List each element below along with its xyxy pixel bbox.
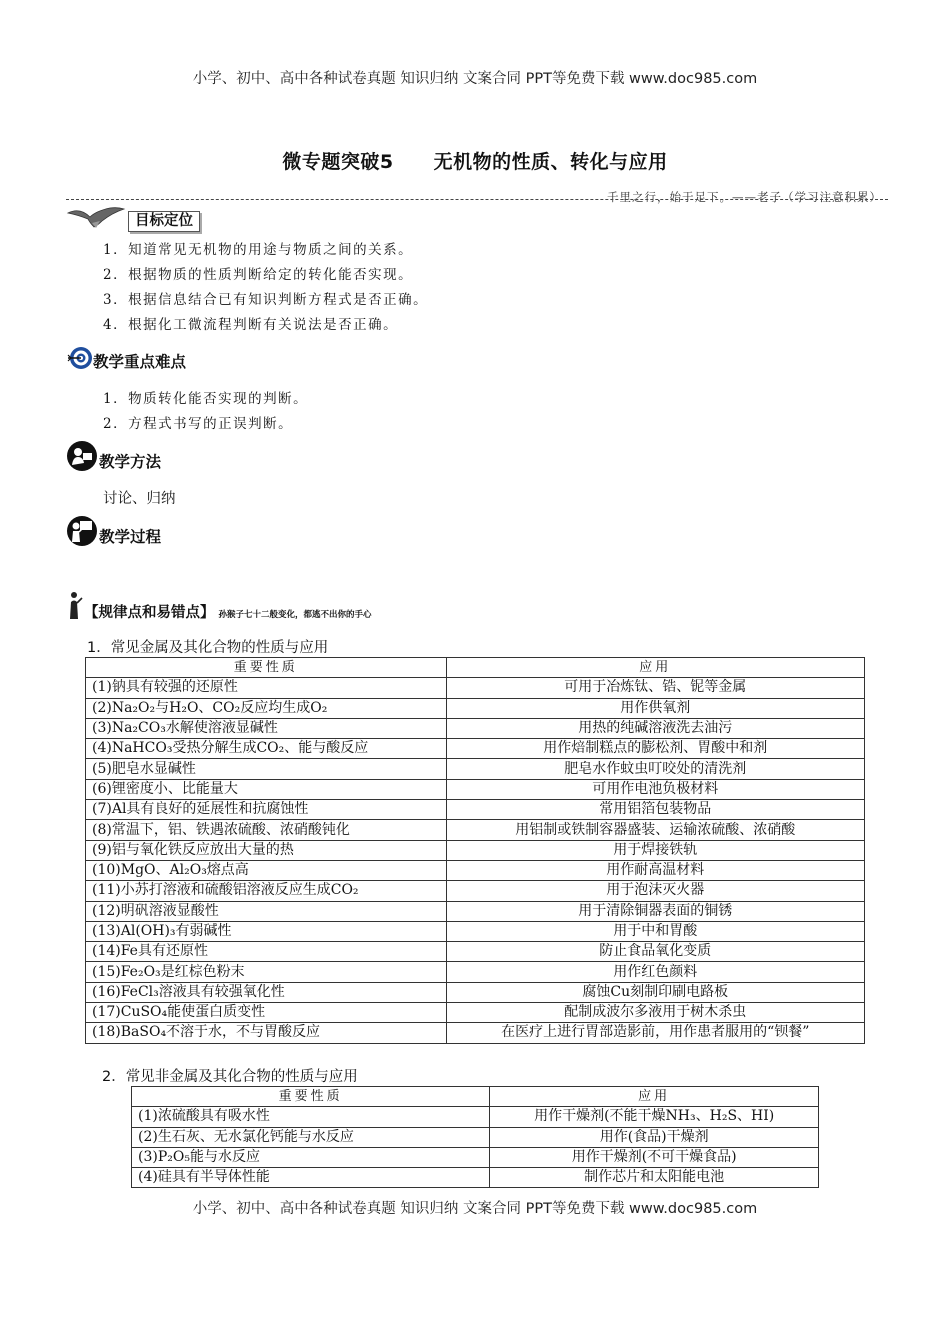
- goal-item: 1．知道常见无机物的用途与物质之间的关系。: [103, 242, 414, 258]
- property-cell: (1)钠具有较强的还原性: [86, 678, 447, 698]
- table-row: [86, 678, 865, 698]
- table-row: [86, 942, 865, 962]
- table-row: [86, 1023, 865, 1043]
- property-cell: (7)Al具有良好的延展性和抗腐蚀性: [86, 800, 447, 820]
- table-row: [132, 1107, 819, 1127]
- property-cell: (10)MgO、Al₂O₃熔点高: [86, 860, 447, 880]
- goal-item: 2．根据物质的性质判断给定的转化能否实现。: [103, 267, 414, 283]
- property-cell: (4)NaHCO₃受热分解生成CO₂、能与酸反应: [86, 739, 447, 759]
- target-icon: [67, 345, 93, 371]
- application-cell: 肥皂水作蚊虫叮咬处的清洗剂: [446, 759, 864, 779]
- goals-heading: 目标定位: [128, 211, 200, 232]
- application-cell: 用于中和胃酸: [446, 921, 864, 941]
- property-cell: (14)Fe具有还原性: [86, 942, 447, 962]
- application-cell: 用作干燥剂(不能干燥NH₃、H₂S、HI): [490, 1107, 819, 1127]
- table-row: [86, 718, 865, 738]
- application-cell: 制作芯片和太阳能电池: [490, 1168, 819, 1188]
- metal-properties-table: [85, 657, 865, 1044]
- table1-caption: 1．常见金属及其化合物的性质与应用: [87, 640, 329, 656]
- goal-item: 4．根据化工微流程判断有关说法是否正确。: [103, 317, 399, 333]
- application-cell: 防止食品氧化变质: [446, 942, 864, 962]
- application-cell: 配制成波尔多液用于树木杀虫: [446, 1003, 864, 1023]
- method-heading: 教学方法: [99, 453, 162, 471]
- application-cell: 在医疗上进行胃部造影前，用作患者服用的“钡餐”: [446, 1023, 864, 1043]
- table-row: [86, 840, 865, 860]
- table-row: [86, 739, 865, 759]
- property-cell: (8)常温下，铝、铁遇浓硫酸、浓硝酸钝化: [86, 820, 447, 840]
- goal-item: 3．根据信息结合已有知识判断方程式是否正确。: [103, 292, 429, 308]
- property-cell: (6)锂密度小、比能量大: [86, 779, 447, 799]
- method-text: 讨论、归纳: [103, 491, 176, 507]
- scholar-icon: [66, 590, 84, 620]
- property-cell: (3)Na₂CO₃水解使溶液显碱性: [86, 718, 447, 738]
- application-cell: 用作红色颜料: [446, 962, 864, 982]
- application-cell: 用作供氧剂: [446, 698, 864, 718]
- rules-heading-text: 【规律点和易错点】: [84, 605, 215, 621]
- seagull-icon: [66, 205, 126, 231]
- table-row: [86, 759, 865, 779]
- table-row: [132, 1127, 819, 1147]
- divider: [66, 199, 888, 200]
- property-cell: (4)硅具有半导体性能: [132, 1168, 490, 1188]
- application-cell: 可用于冶炼钛、锆、铌等金属: [446, 678, 864, 698]
- footer-banner: 小学、初中、高中各种试卷真题 知识归纳 文案合同 PPT等免费下载 www.doc985.com: [192, 1201, 758, 1217]
- property-cell: (15)Fe₂O₃是红棕色粉末: [86, 962, 447, 982]
- property-cell: (9)铝与氧化铁反应放出大量的热: [86, 840, 447, 860]
- table-row: [86, 860, 865, 880]
- application-cell: 腐蚀Cu刻制印刷电路板: [446, 982, 864, 1002]
- table-row: [86, 800, 865, 820]
- keypoints-heading: 教学重点难点: [93, 353, 187, 371]
- table-header-row: [86, 658, 865, 678]
- table-row: [86, 901, 865, 921]
- property-cell: (16)FeCl₃溶液具有较强氧化性: [86, 982, 447, 1002]
- application-cell: 用作焙制糕点的膨松剂、胃酸中和剂: [446, 739, 864, 759]
- property-cell: (18)BaSO₄不溶于水，不与胃酸反应: [86, 1023, 447, 1043]
- presenter-icon: [67, 516, 97, 546]
- application-cell: 用热的纯碱溶液洗去油污: [446, 718, 864, 738]
- nonmetal-properties-table: [131, 1086, 819, 1188]
- property-cell: (1)浓硫酸具有吸水性: [132, 1107, 490, 1127]
- property-cell: (5)肥皂水显碱性: [86, 759, 447, 779]
- rules-heading: [84, 601, 372, 622]
- title-part1: 微专题突破5: [282, 151, 394, 173]
- title-part2: 无机物的性质、转化与应用: [433, 151, 668, 173]
- keypoint-item: 1．物质转化能否实现的判断。: [103, 391, 309, 407]
- header-application: 应用: [446, 658, 864, 678]
- property-cell: (17)CuSO₄能使蛋白质变性: [86, 1003, 447, 1023]
- header-property: 重要性质: [86, 658, 447, 678]
- table-row: [86, 779, 865, 799]
- application-cell: 用作干燥剂(不可干燥食品): [490, 1147, 819, 1167]
- application-cell: 用作耐高温材料: [446, 860, 864, 880]
- table-row: [86, 820, 865, 840]
- property-cell: (12)明矾溶液显酸性: [86, 901, 447, 921]
- table2-caption: 2．常见非金属及其化合物的性质与应用: [102, 1069, 358, 1085]
- table-row: [86, 881, 865, 901]
- property-cell: (2)生石灰、无水氯化钙能与水反应: [132, 1127, 490, 1147]
- application-cell: 可用作电池负极材料: [446, 779, 864, 799]
- property-cell: (13)Al(OH)₃有弱碱性: [86, 921, 447, 941]
- property-cell: (11)小苏打溶液和硫酸铝溶液反应生成CO₂: [86, 881, 447, 901]
- application-cell: 用于焊接铁轨: [446, 840, 864, 860]
- property-cell: (3)P₂O₅能与水反应: [132, 1147, 490, 1167]
- application-cell: 常用铝箔包装物品: [446, 800, 864, 820]
- table-row: [86, 698, 865, 718]
- application-cell: 用作(食品)干燥剂: [490, 1127, 819, 1147]
- application-cell: 用于清除铜器表面的铜锈: [446, 901, 864, 921]
- table-row: [86, 1003, 865, 1023]
- header-banner: 小学、初中、高中各种试卷真题 知识归纳 文案合同 PPT等免费下载 www.doc985.com: [192, 71, 758, 87]
- table-row: [86, 921, 865, 941]
- header-application: 应用: [490, 1087, 819, 1107]
- table-row: [132, 1168, 819, 1188]
- table-header-row: [132, 1087, 819, 1107]
- teacher-icon: [67, 441, 97, 471]
- table-row: [132, 1147, 819, 1167]
- property-cell: (2)Na₂O₂与H₂O、CO₂反应均生成O₂: [86, 698, 447, 718]
- header-property: 重要性质: [132, 1087, 490, 1107]
- motto: 千里之行，始于足下。——老子（学习注意积累）: [607, 190, 882, 204]
- application-cell: 用于泡沫灭火器: [446, 881, 864, 901]
- process-heading: 教学过程: [99, 528, 162, 546]
- page-title: [0, 147, 950, 174]
- keypoint-item: 2．方程式书写的正误判断。: [103, 416, 294, 432]
- table-row: [86, 982, 865, 1002]
- application-cell: 用铝制或铁制容器盛装、运输浓硫酸、浓硝酸: [446, 820, 864, 840]
- table-row: [86, 962, 865, 982]
- rules-motto: 孙猴子七十二般变化，都逃不出你的手心: [218, 610, 372, 620]
